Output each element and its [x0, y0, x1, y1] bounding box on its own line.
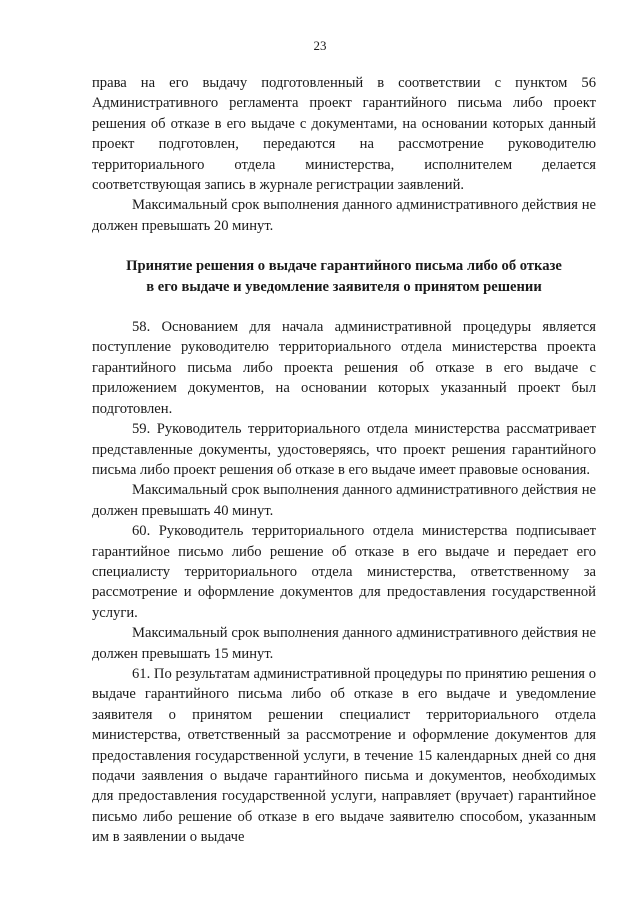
paragraph: Максимальный срок выполнения данного административного действия не должен превышать 20 минут. — [92, 197, 596, 234]
section-heading — [92, 256, 596, 297]
paragraph-61: 61. По результатам административной процедуры по принятию решения о выдаче гарантийного письма либо об отказе в его выдаче и уведомление заявителя о принятом решении специалист территориального отдела министерства, ответственный за рассмотрение и оформление документов для предоставления государственной услуги, в течение 15 календарных дней со дня подачи заявления о выдаче гарантийного письма и документов, необходимых для предоставления государственной услуги, направляет (вручает) гарантийное письмо либо решение об отказе в его выдаче заявителю способом, указанным им в заявлении о выдаче — [92, 665, 596, 846]
page-number: 23 — [313, 38, 327, 53]
paragraph-59: 59. Руководитель территориального отдела министерства рассматривает представленные документы, удостоверяясь, что проект решения гарантийного письма либо проект решения об отказе в его выдаче имеет правовые основания. — [92, 421, 596, 478]
paragraph-60: 60. Руководитель территориального отдела министерства подписывает гарантийное письмо либо решение об отказе в его выдаче и передает его специалисту территориального отдела министерства, ответственному за рассмотрение и оформление документов для предоставления государственной услуги. — [92, 523, 596, 621]
paragraph-58: 58. Основанием для начала административной процедуры является поступление руководителю территориального отдела министерства проекта гарантийного письма либо проекта решения об отказе в его выдаче с приложением документов, на основании которых указанный проект был подготовлен. — [92, 319, 596, 417]
paragraph: Максимальный срок выполнения данного административного действия не должен превышать 15 минут. — [92, 625, 596, 662]
paragraph: права на его выдачу подготовленный в соответствии с пунктом 56 Административного регламента проект гарантийного письма либо проект решения об отказе в его выдаче с документами, на основании которых данный проект подготовлен, передаются на рассмотрение руководителю территориального отдела министерства, исполнителем делается соответствующая запись в журнале регистрации заявлений. — [92, 75, 596, 194]
paragraph: Максимальный срок выполнения данного административного действия не должен превышать 40 минут. — [92, 482, 596, 519]
section-heading-line: в его выдаче и уведомление заявителя о принятом решении — [146, 278, 542, 295]
section-heading-line: Принятие решения о выдаче гарантийного письма либо об отказе — [126, 258, 562, 275]
document-body — [92, 73, 596, 848]
